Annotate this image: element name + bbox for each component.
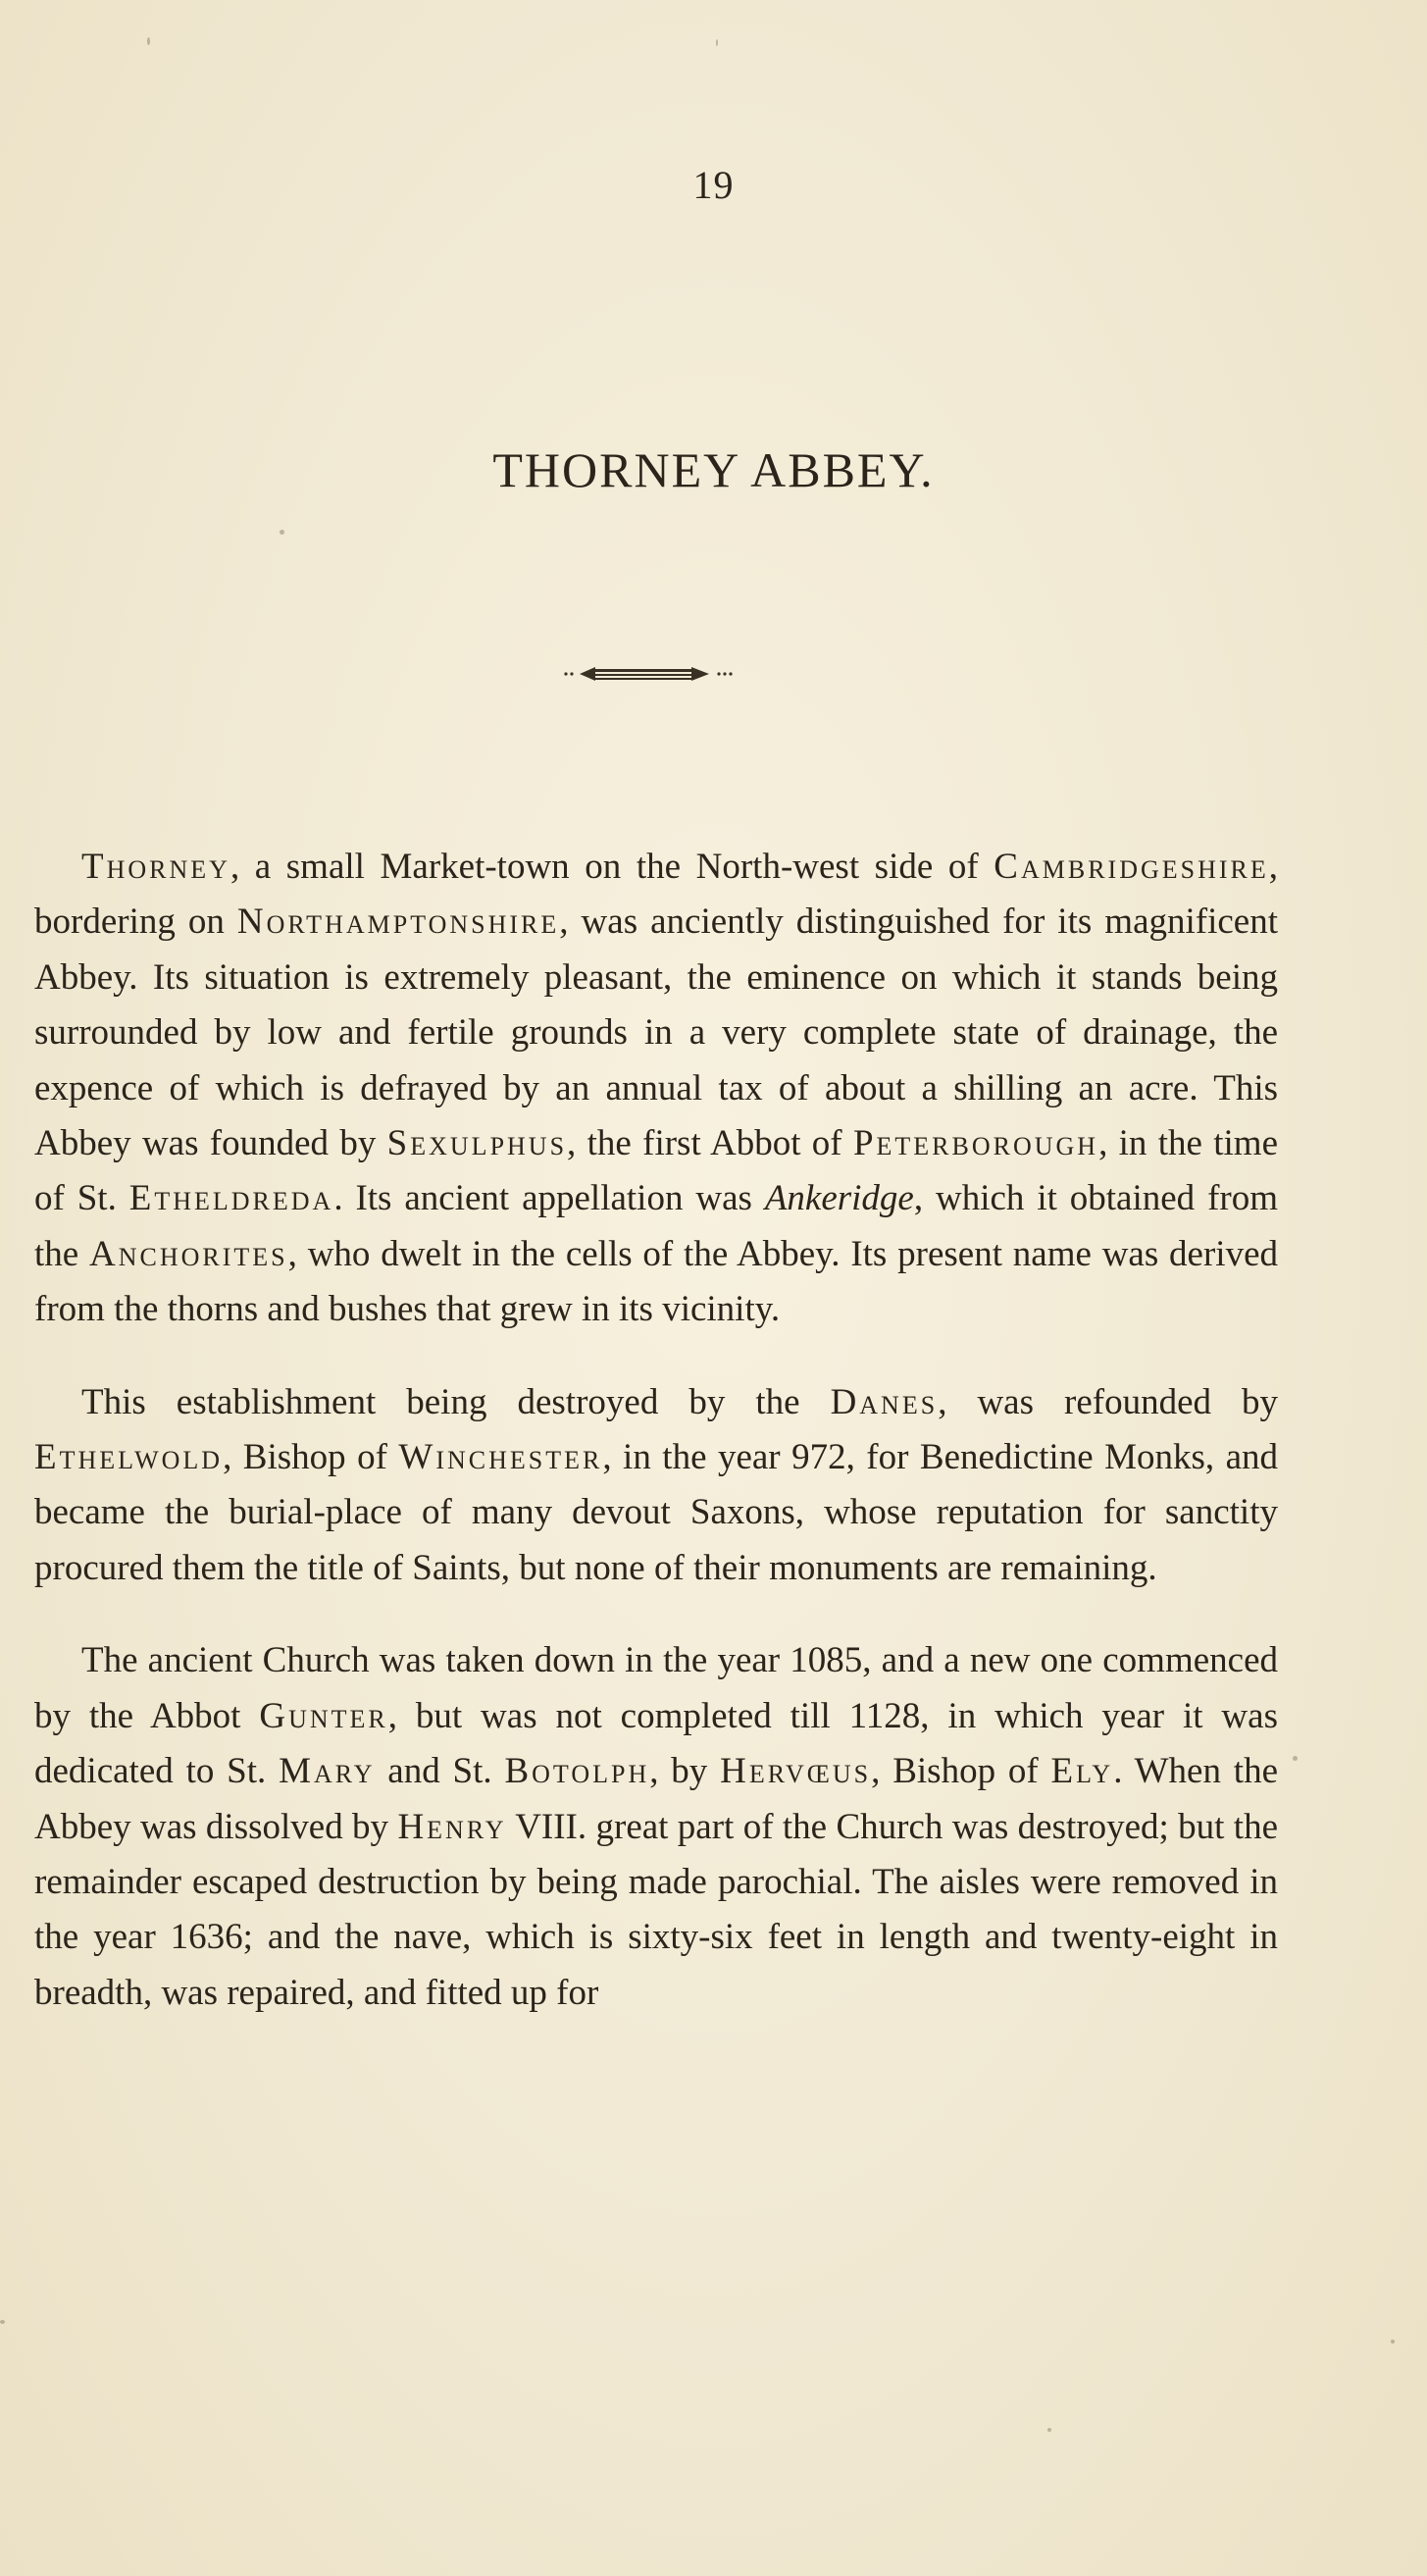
paper-speck [1047,2428,1051,2432]
text-run: , which it obtained from the [34,1178,1279,1274]
body-text [34,840,1278,2021]
person-name: Sexulphus [386,1123,568,1164]
text-run: The ancient Church was taken down in the year 1085, and a new one commenced by the Abbot [34,1640,1278,1736]
text-run: , a small Market-town on the North-west side of [229,847,994,887]
text-run: , was refounded by [938,1381,1278,1422]
person-name: Ethelwold [34,1437,224,1478]
text-run: , the first Abbot of [567,1123,853,1164]
paper-speck [1293,1756,1298,1761]
person-name: Botolph [504,1751,650,1792]
text-run: , but was not completed till 1128, in which year it was dedicated to St. [34,1695,1278,1792]
text-run: . When the Abbey was dissolved by [34,1751,1278,1847]
paragraph [34,1375,1278,1597]
person-name: Henry [397,1806,507,1847]
group-name: Anchorites [89,1233,288,1274]
ornament-divider-icon [562,663,739,685]
page-number: 19 [692,163,735,207]
paper-speck [0,2320,5,2324]
paper-speck [716,39,718,46]
text-run: , by [649,1751,721,1792]
text-run: , bordering on [34,847,1278,943]
paper-speck [147,37,150,45]
person-name: Mary [279,1751,376,1792]
text-run: . Its ancient appellation was [333,1178,765,1219]
place-name: Thorney [81,847,230,887]
person-name: Gunter [259,1695,388,1736]
person-name: Hervœus [720,1751,872,1792]
place-name: Cambridgeshire [994,847,1269,887]
paragraph [34,1633,1278,2021]
paragraph [34,840,1278,1338]
text-run: , in the year 972, for Benedictine Monks, and became the burial-place of many devout Saxons, whose reputation for sanctity procured them the title of Saints, but none of their monuments are remaining. [34,1437,1279,1588]
place-name: Winchester [398,1437,603,1478]
text-run: and St. [375,1751,505,1792]
text-run: , Bishop of [223,1437,399,1478]
paper-speck [1391,2340,1395,2344]
place-name: Ely [1050,1751,1114,1792]
text-run: , who dwelt in the cells of the Abbey. Its present name was derived from the thorns and bushes that grew in its vicinity. [34,1233,1279,1330]
place-name: Peterborough [852,1123,1099,1164]
page-title: THORNEY ABBEY. [492,442,935,497]
person-name: Etheldreda [128,1178,334,1219]
text-run: , Bishop of [871,1751,1051,1792]
text-run: This establishment being destroyed by the [81,1381,831,1422]
paper-speck [280,530,284,535]
place-name: Northamptonshire [236,902,560,943]
italic-name: Ankeridge [764,1178,914,1219]
group-name: Danes [830,1381,939,1422]
text-run: , in the time of St. [34,1123,1278,1219]
text-run: , was anciently distinguished for its magnificent Abbey. Its situation is extremely pleasant, the eminence on which it stands being surrounded by low and fertile grounds in a very complete state of drainage, the expence of which is defrayed by an annual tax of about a shilling an acre. This Abbey was founded by [34,902,1278,1164]
text-run: VIII. great part of the Church was destroyed; but the remainder escaped destruction by being made parochial. The aisles were removed in the year 1636; and the nave, which is sixty-six feet in length and twenty-eight in breadth, was repaired, and fitted up for [34,1806,1278,2013]
